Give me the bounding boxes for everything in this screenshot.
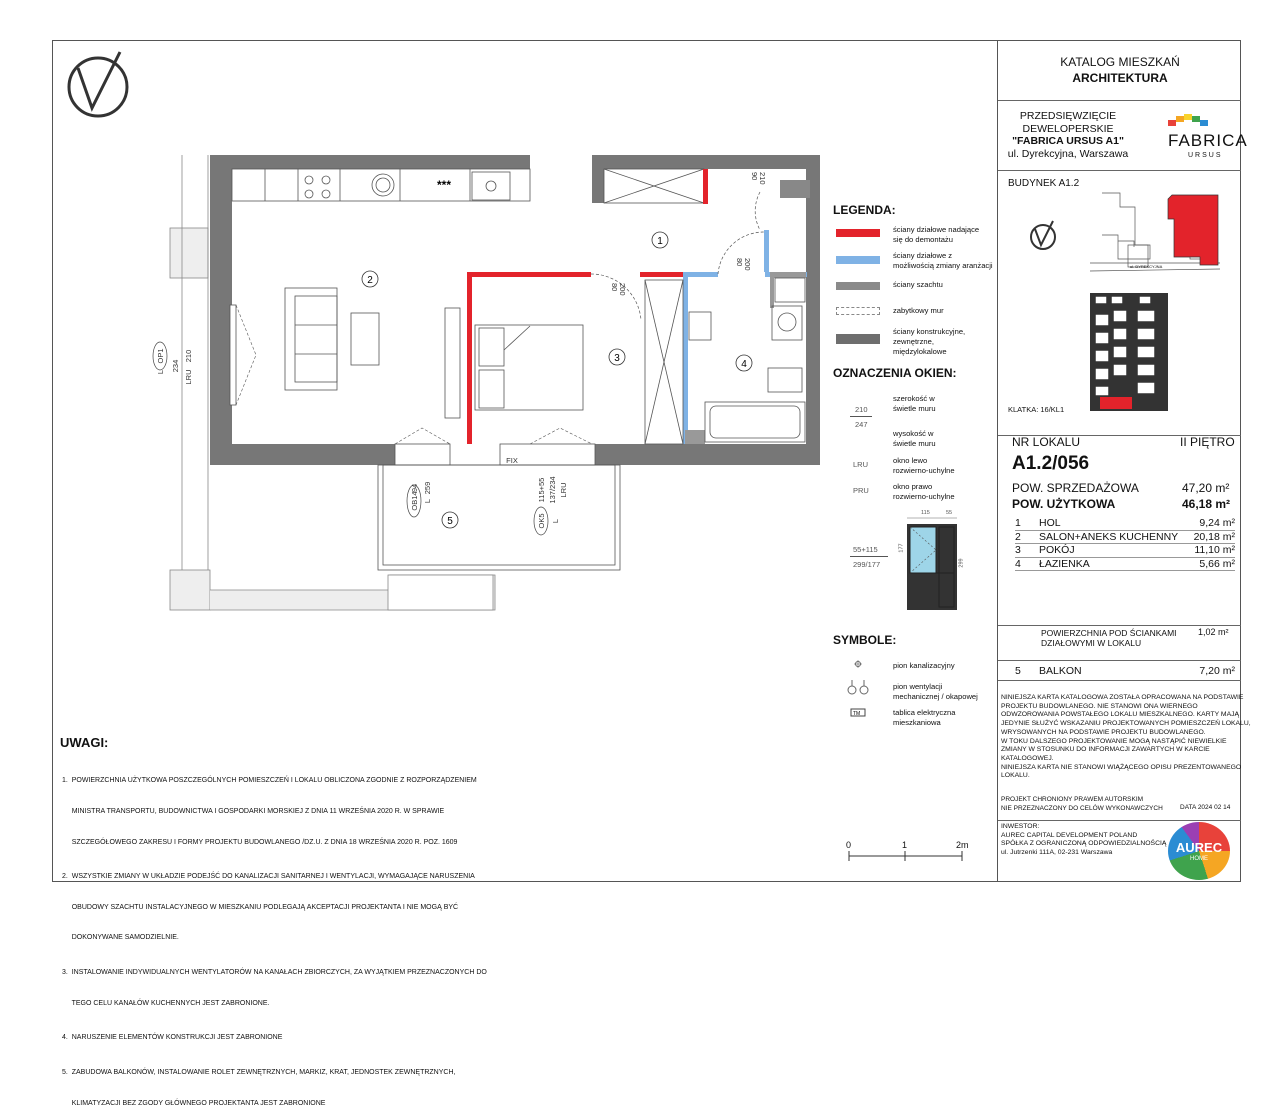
windows-title: OZNACZENIA OKIEN: — [833, 366, 957, 380]
window-fix-label: FIX — [506, 456, 518, 465]
legend-swatch-structural — [836, 334, 880, 344]
aurec-logo-sub: HOME — [1190, 856, 1208, 862]
legend-item-rearrangeable: ściany działowe z możliwością zmiany aranżacji — [893, 251, 993, 270]
appliance-marker: *** — [437, 178, 452, 192]
disclaimer: NINIEJSZA KARTA KATALOGOWA ZOSTAŁA OPRACOWANA NA PODSTAWIE PROJEKTU BUDOWLANEGO. NIE STANOWI ONA WIERNEGO ODWZOROWANIA POWSTAŁEGO LOKALU MIESZKALNEGO. KARTY MAJĄ JEDYNIE SŁUŻYĆ WSKAZANIU PROJEKTOWANYCH POMIESZCZEŃ LOKALU, WRYSOWANYCH NA PODSTAWIE PROJEKTU BUDOWLANEGO. W TOKU DALSZEGO PROJEKTOWANIE MOGĄ NASTĄPIĆ NIEWIELKIE ZMIANY W STOSUNKU DO INFORMACJI ZAWARTYCH W KARCIE KATALOGOWEJ. NINIEJSZA KARTA NIE STANOWI WIĄŻĄCEGO OPISU PREZENTOWANEGO LOKALU. — [1001, 694, 1251, 780]
notes-list: 1. POWIERZCHNIA UŻYTKOWA POSZCZEGÓLNYCH POMIESZCZEŃ I LOKALU OBLICZONA ZGODNIE Z ROZPORZĄDZENIEM MINISTRA TRANSPORTU, BUDOWNICTWA I GOSPODARKI MORSKIEJ Z DNIA 11 WRZEŚNIA 2020 R. W SPRAWIE SZCZEGÓŁOWEGO ZAKRESU I FORMY PROJEKTU BUDOWLANEGO /DZ.U. Z DNIA 18 WRZEŚNIA 2020 R. POZ. 1609 2. WSZYSTKIE ZMIANY W UKŁADZIE PODEJŚĆ DO KANALIZACJI SANITARNEJ I WENTYLACJI, WYMAGAJĄCE NARUSZENIA OBUDOWY SZACHTU INSTALACYJNEGO W MIESZKANIU PODLEGAJĄ AKCEPTACJI PROJEKTANTA I NIE MOGĄ BYĆ DOKONYWANE SAMODZIELNIE. 3. INSTALOWANIE INDYWIDUALNYCH WENTYLATORÓW NA KANAŁACH ZBIORCZYCH, ZA WYJĄTKIEM PRZEZNACZONYCH DO TEGO CELU KANAŁÓW KUCHENNYCH JEST ZABRONIONE. 4. NARUSZENIE ELEMENTÓW KONSTRUKCJI JEST ZABRONIONE 5. ZABUDOWA BALKONÓW, INSTALOWANIE ROLET ZEWNĘTRZNYCH, MARKIZ, KRAT, JEDNOSTEK ZEWNĘTRZNYCH, KLIMATYZACJI BEZ ZGODY GŁÓWNEGO PROJEKTANTA JEST ZABRONIONE — [62, 777, 487, 1107]
window-h-label: wysokość w świetle muru — [893, 429, 936, 448]
window-w-example: 210 — [855, 405, 868, 414]
rooms-table — [1015, 517, 1235, 571]
window-ok5-w: 115+55 — [537, 477, 546, 503]
window-ob14-id: OB14 — [410, 491, 419, 511]
room-number-5: 5 — [447, 516, 453, 527]
window-example-top: 55+115 — [853, 545, 878, 554]
legend-swatch-red — [836, 229, 880, 237]
investor-info: INWESTOR: AUREC CAPITAL DEVELOPMENT POLAND SPÓŁKA Z OGRANICZONĄ ODPOWIEDZIALNOŚCIĄ ul. Jutrzenki 111A, 02-231 Warszawa — [1001, 823, 1167, 856]
table-row: 4 ŁAZIENKA 5,66 m² — [1015, 557, 1235, 570]
door-label-entry-w: 90 — [750, 172, 759, 181]
legend-item-removable: ściany działowe nadające się do demontażu — [893, 225, 980, 244]
room-number-2: 2 — [367, 275, 373, 286]
symbol-label-electric: tablica elektryczna mieszkaniowa — [893, 708, 956, 727]
window-op1-id: OP1 — [156, 348, 165, 364]
window-ok5-type: LRU — [559, 482, 568, 498]
window-ok5-h: 137/234 — [548, 476, 557, 504]
scale-label-1: 1 — [902, 840, 908, 850]
scale-label-2: 2m — [956, 840, 969, 850]
sales-area-value: 47,20 m² — [1182, 481, 1230, 495]
aurec-logo-text: AUREC — [1175, 840, 1223, 855]
legend-item-shaft: ściany szachtu — [893, 280, 943, 289]
svg-text:ul. DYREKCYJNA: ul. DYREKCYJNA — [1130, 264, 1163, 269]
klatka-label: KLATKA: 16/KL1 — [1008, 405, 1065, 414]
bathroom-fixtures — [689, 278, 805, 442]
room-number-4: 4 — [741, 359, 747, 370]
shaft-walls — [685, 272, 806, 444]
partition-area-label: POWIERZCHNIA POD ŚCIANKAMI DZIAŁOWYMI W LOKALU — [1041, 628, 1177, 648]
window-lru-label: okno lewo rozwierno-uchylne — [893, 456, 955, 475]
ventilation-riser-icon — [848, 680, 868, 694]
closet — [645, 280, 683, 444]
catalog-subtitle: ARCHITEKTURA — [1072, 71, 1168, 85]
unit-id: A1.2/056 — [1012, 453, 1090, 474]
door-label-pokoj-w: 80 — [610, 283, 619, 292]
wardrobe — [604, 169, 704, 203]
fabrica-brand: FABRICA — [1168, 131, 1248, 150]
sales-area-label: POW. SPRZEDAŻOWA — [1012, 481, 1139, 495]
building-label: BUDYNEK A1.2 — [1008, 178, 1080, 189]
electric-panel-icon — [851, 709, 865, 717]
fabrica-brand-sub: URSUS — [1188, 152, 1223, 159]
legend-swatch-blue — [836, 256, 880, 264]
copyright-note: PROJEKT CHRONIONY PRAWEM AUTORSKIM NIE PRZEZNACZONY DO CELÓW WYKONAWCZYCH — [1001, 796, 1163, 812]
door-label-pokoj-h: 200 — [618, 283, 627, 296]
window-ob14-w: 94 — [410, 483, 419, 493]
usable-area-value: 46,18 m² — [1182, 497, 1231, 511]
structural-walls — [210, 155, 820, 465]
balcony — [378, 465, 620, 570]
symbols-title: SYMBOLE: — [833, 633, 897, 647]
room-number-1: 1 — [657, 236, 663, 247]
unit-number-label: NR LOKALU — [1012, 435, 1081, 449]
scale-bar — [849, 851, 962, 861]
notes-title: UWAGI: — [60, 735, 109, 750]
svg-text:TM: TM — [853, 711, 861, 717]
table-row: 2 SALON+ANEKS KUCHENNY 20,18 m² — [1015, 530, 1235, 543]
symbol-label-sewage: pion kanalizacyjny — [893, 661, 955, 670]
window-w-label: szerokość w świetle muru — [893, 394, 936, 413]
door-label-entry-h: 210 — [758, 172, 767, 185]
removable-partitions — [467, 169, 708, 444]
window-ob14-side: L — [423, 498, 432, 504]
site-plan — [1090, 185, 1230, 417]
table-row: 3 POKÓJ 11,10 m² — [1015, 544, 1235, 556]
usable-area-label: POW. UŻYTKOWA — [1012, 497, 1116, 511]
window-dim-299: 299 — [958, 558, 965, 568]
north-arrow-icon — [69, 52, 127, 116]
document-date: DATA 2024 02 14 — [1180, 804, 1231, 811]
bed — [445, 308, 583, 418]
living-furniture — [285, 288, 379, 390]
window-lru-code: LRU — [853, 460, 869, 469]
project-info: PRZEDSIĘWZIĘCIE DEWELOPERSKIE "FABRICA URSUS A1" ul. Dyrekcyjna, Warszawa — [1007, 110, 1129, 160]
window-pru-label: okno prawo rozwierno-uchylne — [893, 482, 955, 501]
legend-item-structural: ściany konstrukcyjne, zewnętrzne, międzylokalowe — [893, 327, 966, 356]
window-h-example: 247 — [855, 420, 868, 429]
table-row: 1 HOL 9,24 m² — [1015, 517, 1235, 529]
legend-item-heritage: zabytkowy mur — [893, 306, 944, 315]
window-ok5-side: L — [551, 518, 560, 524]
symbol-icons — [840, 655, 880, 725]
balcony-row: 5 BALKON 7,20 m² — [1015, 665, 1235, 677]
north-arrow-small-icon — [1028, 215, 1064, 255]
sewage-riser-icon — [854, 660, 862, 668]
window-example-bottom: 299/177 — [853, 560, 881, 569]
window-dim-55: 55 — [946, 510, 953, 516]
window-ob14-h: 259 — [423, 481, 432, 495]
legend-swatch-heritage — [836, 307, 880, 315]
room-number-3: 3 — [614, 353, 620, 364]
window-pru-code: PRU — [853, 486, 869, 495]
legend-swatch-shaft — [836, 282, 880, 290]
window-ok5-id: OK5 — [537, 513, 546, 529]
scale-label-0: 0 — [846, 840, 852, 850]
window-op1-h: 234 — [171, 359, 180, 373]
legend-title: LEGENDA: — [833, 203, 896, 217]
door-label-bath-w: 80 — [735, 258, 744, 267]
unit-floor: II PIĘTRO — [1180, 435, 1235, 449]
door-swings — [591, 192, 764, 320]
window-op1-type: LRU — [184, 369, 193, 385]
aurec-logo — [1168, 822, 1230, 880]
kitchen-counter — [232, 169, 530, 201]
door-label-bath-h: 200 — [743, 258, 752, 271]
catalog-title: KATALOG MIESZKAŃ — [1060, 55, 1180, 69]
partition-area-value: 1,02 m² — [1198, 627, 1229, 637]
window-op1-w: 210 — [184, 349, 193, 363]
window-op1-side: L — [156, 369, 165, 375]
window-dim-177: 177 — [898, 543, 905, 553]
fabrica-logo-icon — [1164, 112, 1214, 130]
window-dim-115: 115 — [921, 510, 930, 516]
symbol-label-ventilation: pion wentylacji mechanicznej / okapowej — [893, 682, 978, 701]
